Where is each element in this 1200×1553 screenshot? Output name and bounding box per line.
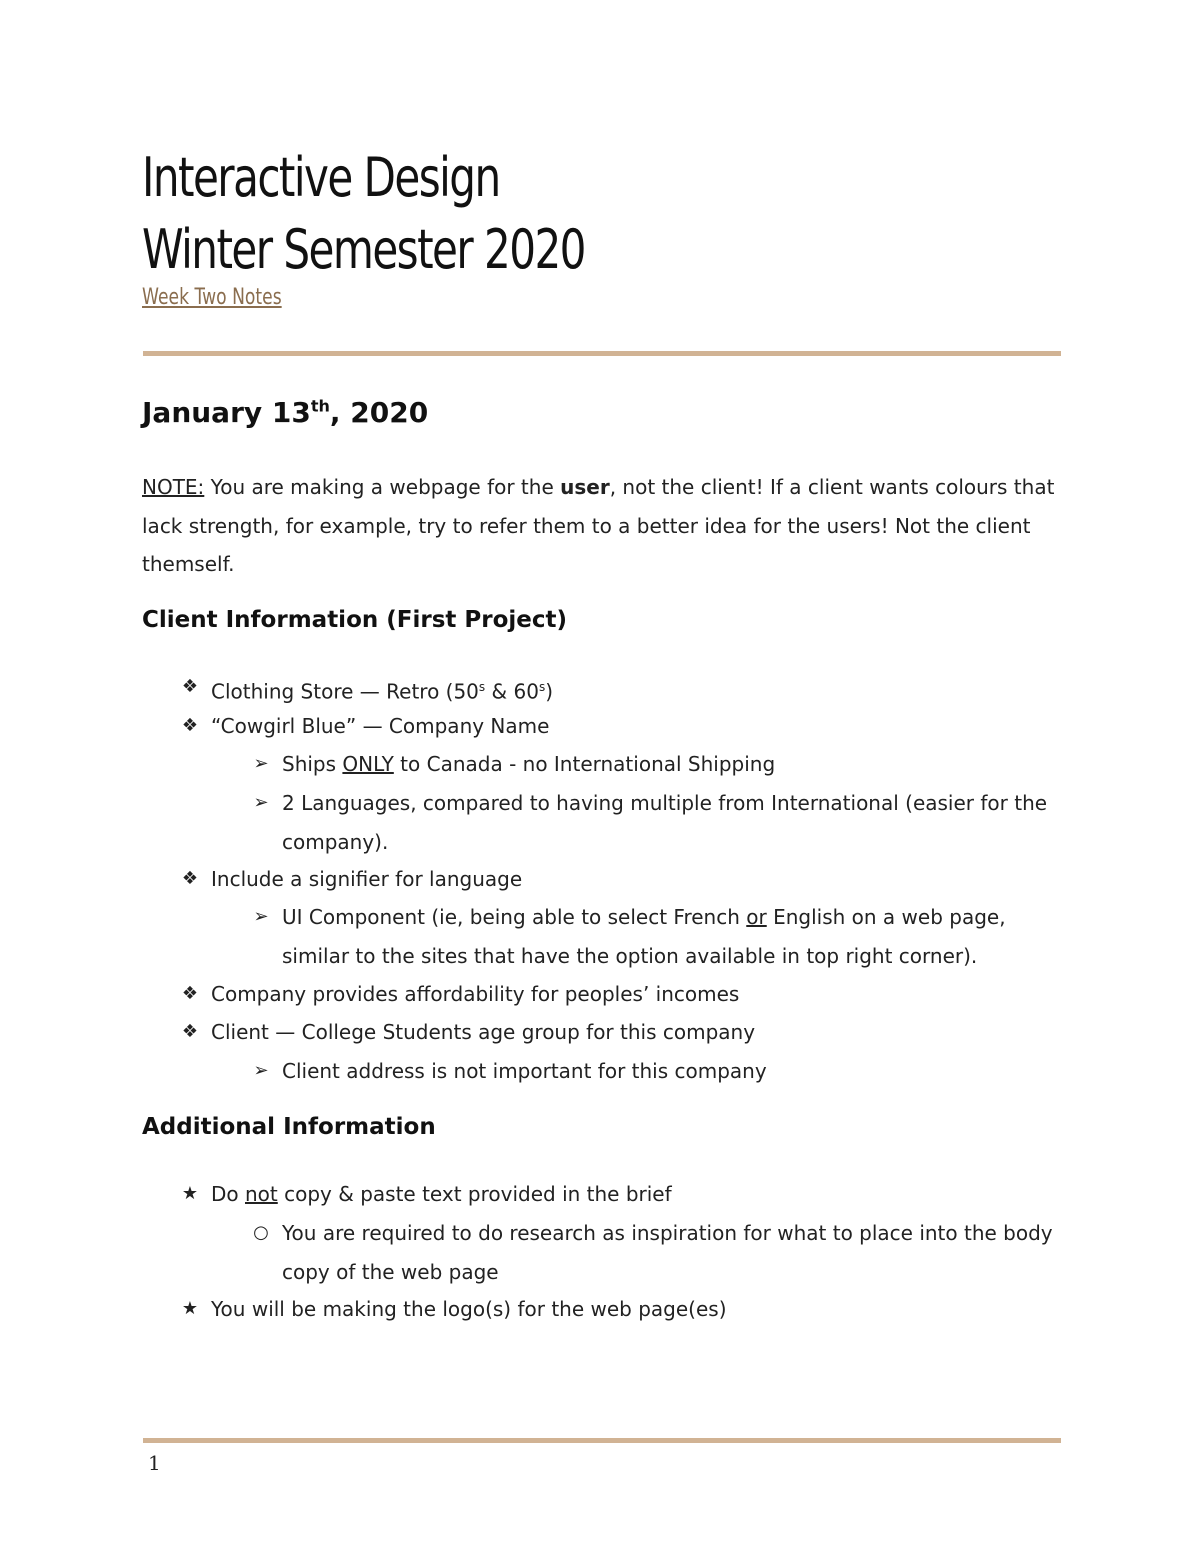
- circle-bullet-icon: ○: [253, 1222, 269, 1243]
- arrow-bullet-icon: ➢: [253, 1060, 269, 1081]
- sub-list-item: ➢ Client address is not important for this company: [282, 1052, 1072, 1091]
- page-number: 1: [148, 1451, 161, 1475]
- date-heading: January 13th, 2020: [142, 396, 429, 429]
- list-item: ★ Do not copy & paste text provided in the brief: [211, 1175, 1071, 1214]
- diamond-bullet-icon: ❖: [181, 1021, 199, 1042]
- arrow-bullet-icon: ➢: [253, 906, 269, 927]
- footer-divider: [143, 1438, 1061, 1443]
- note-paragraph: NOTE: You are making a webpage for the user, not the client! If a client wants colours that lack strength, for example, try to refer them to a better idea for the users! Not the client themself.: [142, 475, 1055, 576]
- list-item: ❖ Include a signifier for language: [211, 860, 1071, 899]
- star-bullet-icon: ★: [181, 1183, 199, 1204]
- header-divider: [143, 351, 1061, 356]
- list-item: ❖ Company provides affordability for peoples’ incomes: [211, 975, 1071, 1014]
- additional-information-heading: Additional Information: [142, 1114, 436, 1140]
- note-label: NOTE:: [142, 475, 205, 499]
- sub-list-item: ➢ 2 Languages, compared to having multiple from International (easier for the company).: [282, 784, 1072, 861]
- list-item: ★ You will be making the logo(s) for the web page(es): [211, 1290, 1071, 1329]
- arrow-bullet-icon: ➢: [253, 792, 269, 813]
- star-bullet-icon: ★: [181, 1298, 199, 1319]
- diamond-bullet-icon: ❖: [181, 868, 199, 889]
- sub-list-item: ○ You are required to do research as inspiration for what to place into the body copy of the web page: [282, 1214, 1072, 1291]
- list-item: ❖ Client — College Students age group for this company: [211, 1013, 1071, 1052]
- client-information-heading: Client Information (First Project): [142, 607, 568, 633]
- week-two-notes-link[interactable]: Week Two Notes: [142, 285, 282, 310]
- document-subtitle: Winter Semester 2020: [142, 218, 585, 281]
- diamond-bullet-icon: ❖: [181, 676, 199, 697]
- diamond-bullet-icon: ❖: [181, 983, 199, 1004]
- list-item: ❖ Clothing Store — Retro (50$^s$ & 60$^s$): [211, 668, 1071, 711]
- list-item: ❖ “Cowgirl Blue” — Company Name: [211, 707, 1071, 746]
- sub-list-item: ➢ Ships ONLY to Canada - no International Shipping: [282, 745, 1072, 784]
- arrow-bullet-icon: ➢: [253, 753, 269, 774]
- diamond-bullet-icon: ❖: [181, 715, 199, 736]
- document-title: Interactive Design: [142, 146, 500, 209]
- sub-list-item: ➢ UI Component (ie, being able to select French or English on a web page, similar to the sites that have the option available in top right corner).: [282, 898, 1072, 975]
